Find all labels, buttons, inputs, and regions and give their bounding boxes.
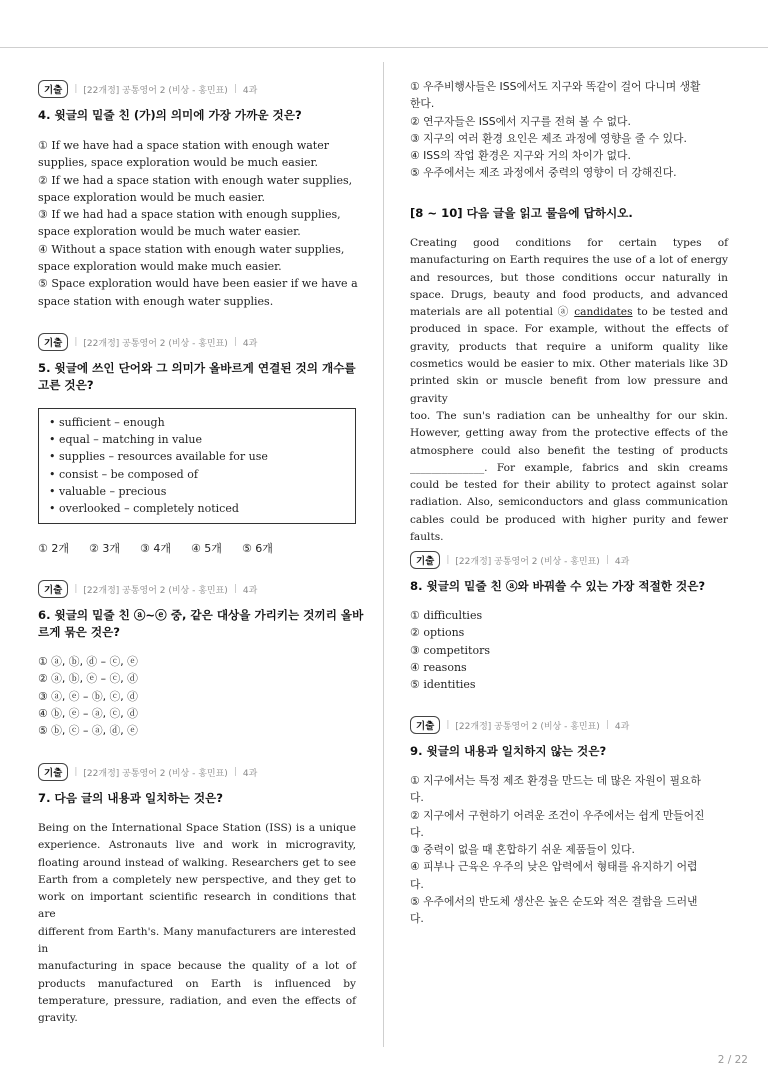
exam-badge: 기출 [410, 716, 440, 734]
q9-option: 다. [410, 877, 424, 891]
q9-option: 다. [410, 912, 424, 926]
lesson-label: 4과 [242, 585, 258, 596]
q7-option: ③ 지구의 여러 환경 요인은 제조 과정에 영향을 줄 수 있다. [410, 131, 687, 145]
q5-title-line: 고른 것은? [38, 378, 94, 392]
q6-title [38, 607, 363, 641]
passage-line: work on important scientific research in conditions that are [38, 891, 356, 921]
q9-options [410, 772, 704, 928]
q4-line: ③ If we had had a space station with enough supplies, [38, 208, 341, 222]
q9-option: ④ 피부나 근육은 우주의 낮은 압력에서 형태를 유지하기 어렵 [410, 860, 698, 874]
q8-title: 8. 윗글의 밑줄 친 ⓐ와 바꿔쓸 수 있는 가장 적절한 것은? [410, 579, 706, 593]
header-rule [0, 47, 768, 48]
q4-line: space exploration would be much water easier. [38, 225, 301, 239]
q6-option: ⑤ ⓑ, ⓒ – ⓐ, ⓓ, ⓔ [38, 724, 138, 738]
q5-choice: ④ 5개 [190, 542, 222, 555]
column-divider [383, 62, 384, 1047]
q8-source-tag: 기출 | [22개정] 공통영어 2 (비상 - 홍민표) | 4과 [410, 551, 629, 569]
q8-option: ④ reasons [410, 660, 467, 674]
passage-line: radiation. Also, semiconductors and glass communication [410, 496, 728, 509]
lesson-label: 4과 [242, 85, 258, 96]
lesson-label: 4과 [242, 338, 258, 349]
q7-title: 7. 다음 글의 내용과 일치하는 것은? [38, 791, 223, 805]
q9-title: 9. 윗글의 내용과 일치하지 않는 것은? [410, 744, 607, 758]
q8-option: ① difficulties [410, 609, 483, 622]
passage-line: Creating good conditions for certain types of [410, 237, 728, 249]
q6-options [38, 653, 138, 739]
source-label: [22개정] 공통영어 2 (비상 - 홍민표) [83, 768, 228, 779]
q4-line: space exploration would be much easier. [38, 190, 266, 204]
passage-line: space. Drugs, beauty and food products, and advanced [410, 288, 728, 301]
group-title: [8 ~ 10] 다음 글을 읽고 물음에 답하시오. [410, 206, 633, 220]
exam-badge: 기출 [38, 333, 68, 351]
passage-line: could be tested for their ability to protect against solar [410, 479, 728, 492]
q7-passage [38, 820, 356, 1028]
word-pair: • supplies – resources available for use [49, 448, 345, 465]
q5-choice: ① 2개 [38, 542, 69, 555]
passage-line: experience. Astronauts live and work in microgravity, [38, 839, 356, 852]
passage-line: and resources, but those conditions occur naturally in [410, 271, 728, 284]
q9-option: 다. [410, 825, 424, 839]
q7-options [410, 78, 700, 182]
q6-source-tag: 기출 | [22개정] 공통영어 2 (비상 - 홍민표) | 4과 [38, 580, 257, 598]
source-label: [22개정] 공통영어 2 (비상 - 홍민표) [83, 85, 228, 96]
q5-choice: ⑤ 6개 [241, 542, 273, 555]
q4-source-tag: 기출 | [22개정] 공통영어 2 (비상 - 홍민표) | 4과 [38, 80, 257, 98]
q9-source-tag: 기출 | [22개정] 공통영어 2 (비상 - 홍민표) | 4과 [410, 716, 629, 734]
passage-line: manufacturing on Earth requires the use of a lot of energy [410, 254, 728, 267]
source-label: [22개정] 공통영어 2 (비상 - 홍민표) [455, 556, 600, 567]
passage-line: gravity, products that require a uniform quality like [410, 340, 728, 353]
q4-line: supplies, space exploration would be much easier. [38, 156, 319, 170]
q7-option: ② 연구자들은 ISS에서 지구를 전혀 볼 수 없다. [410, 114, 631, 128]
lesson-label: 4과 [614, 721, 630, 732]
passage-line: printed skin or muscle benefit from low pressure and gravity [410, 375, 728, 405]
passage-line: products manufactured on Earth is influenced by [38, 977, 356, 990]
q9-option: ⑤ 우주에서의 반도체 생산은 높은 순도와 적은 결함을 드러낸 [410, 895, 698, 909]
word-pair: • overlooked – completely noticed [49, 500, 345, 517]
passage-line: faults. [410, 531, 444, 544]
page-number: 2 / 22 [717, 1054, 748, 1066]
q4-line: ② If we had a space station with enough water supplies, [38, 173, 353, 187]
q4-line: ④ Without a space station with enough water supplies, [38, 242, 345, 256]
passage-line: temperature, pressure, radiation, and even the effects of [38, 994, 356, 1007]
passage-line: different from Earth's. Many manufacturers are interested in [38, 925, 356, 956]
passage-line: produced in space. For example, without the effects of [410, 323, 728, 336]
word-pair: • equal – matching in value [49, 431, 345, 448]
q8-option: ③ competitors [410, 643, 491, 657]
q5-title [38, 360, 356, 394]
q6-option: ③ ⓐ, ⓔ – ⓑ, ⓒ, ⓓ [38, 689, 138, 703]
passage-line: too. The sun's radiation can be unhealthy for our skin. [410, 409, 728, 422]
lesson-label: 4과 [614, 556, 630, 567]
passage-line: materials are all potential ⓐ candidates to be tested and [410, 306, 728, 319]
passage-line: atmosphere could also benefit the testing of products [410, 444, 728, 457]
q7-option: ④ ISS의 작업 환경은 지구와 거의 차이가 없다. [410, 149, 631, 163]
exam-badge: 기출 [38, 80, 68, 98]
q4-title: 4. 윗글의 밑줄 친 (가)의 의미에 가장 가까운 것은? [38, 108, 302, 122]
word-pair: • valuable – precious [49, 483, 345, 500]
q7-source-tag: 기출 | [22개정] 공통영어 2 (비상 - 홍민표) | 4과 [38, 763, 257, 781]
group-passage [410, 235, 728, 546]
word-pair: • sufficient – enough [49, 414, 345, 431]
q4-line: ① If we have had a space station with enough water [38, 139, 329, 152]
passage-line: Being on the International Space Station (ISS) is a unique [38, 822, 356, 834]
q4-options [38, 137, 358, 310]
q6-option: ④ ⓑ, ⓔ – ⓐ, ⓒ, ⓓ [38, 706, 138, 720]
q4-line: ⑤ Space exploration would have been easier if we have a [38, 277, 358, 291]
q7-option: ① 우주비행사들은 ISS에서도 지구와 똑같이 걸어 다니며 생활 [410, 80, 701, 93]
passage-line: cosmetics would be easier to mix. Other materials like 3D [410, 358, 728, 371]
source-label: [22개정] 공통영어 2 (비상 - 홍민표) [83, 585, 228, 596]
q9-option: ① 지구에서는 특정 제조 환경을 만드는 데 많은 자원이 필요하 [410, 774, 701, 787]
passage-line: manufacturing in space because the quality of a lot of [38, 960, 356, 973]
exam-badge: 기출 [410, 551, 440, 569]
q6-title-line: 르게 묶은 것은? [38, 625, 120, 639]
passage-line: However, getting away from the protective effects of the [410, 427, 728, 440]
q8-option: ⑤ identities [410, 678, 476, 692]
passage-line: Earth from a completely new perspective, and they get to [38, 873, 356, 886]
q5-choice: ③ 4개 [139, 542, 171, 555]
q5-title-line: 5. 윗글에 쓰인 단어와 그 의미가 올바르게 연결된 것의 개수를 [38, 361, 356, 375]
q5-choice: ② 3개 [88, 542, 120, 555]
q5-source-tag: 기출 | [22개정] 공통영어 2 (비상 - 홍민표) | 4과 [38, 333, 257, 351]
passage-line: gravity. [38, 1012, 78, 1025]
word-pair: • consist – be composed of [49, 466, 345, 483]
exam-badge: 기출 [38, 580, 68, 598]
exam-badge: 기출 [38, 763, 68, 781]
q9-option: ② 지구에서 구현하기 어려운 조건이 우주에서는 쉽게 만들어진 [410, 808, 705, 822]
q9-option: ③ 중력이 없을 때 혼합하기 쉬운 제품들이 있다. [410, 843, 635, 857]
q6-option: ② ⓐ, ⓑ, ⓔ – ⓒ, ⓓ [38, 672, 138, 686]
passage-line: floating around instead of walking. Researchers get to see [38, 856, 356, 869]
source-label: [22개정] 공통영어 2 (비상 - 홍민표) [83, 338, 228, 349]
source-label: [22개정] 공통영어 2 (비상 - 홍민표) [455, 721, 600, 732]
q6-title-line: 6. 윗글의 밑줄 친 ⓐ~ⓔ 중, 같은 대상을 가리키는 것끼리 올바 [38, 608, 364, 622]
q6-option: ① ⓐ, ⓑ, ⓓ – ⓒ, ⓔ [38, 655, 138, 668]
q9-option: 다. [410, 791, 424, 805]
passage-line: ______________. For example, fabrics and skin creams [410, 461, 728, 474]
underlined-word: candidates [574, 306, 633, 319]
q7-option: 한다. [410, 97, 435, 111]
lesson-label: 4과 [242, 768, 258, 779]
passage-line: cables could be produced with higher purity and fewer [410, 513, 728, 526]
q7-option: ⑤ 우주에서는 제조 과정에서 중력의 영향이 더 강해진다. [410, 166, 677, 180]
q4-line: space station with enough water supplies. [38, 294, 274, 308]
q5-choices [38, 540, 293, 557]
q5-word-box [38, 408, 356, 524]
q8-options [410, 607, 490, 693]
q8-option: ② options [410, 626, 465, 640]
q4-line: space exploration would make much easier. [38, 260, 282, 274]
